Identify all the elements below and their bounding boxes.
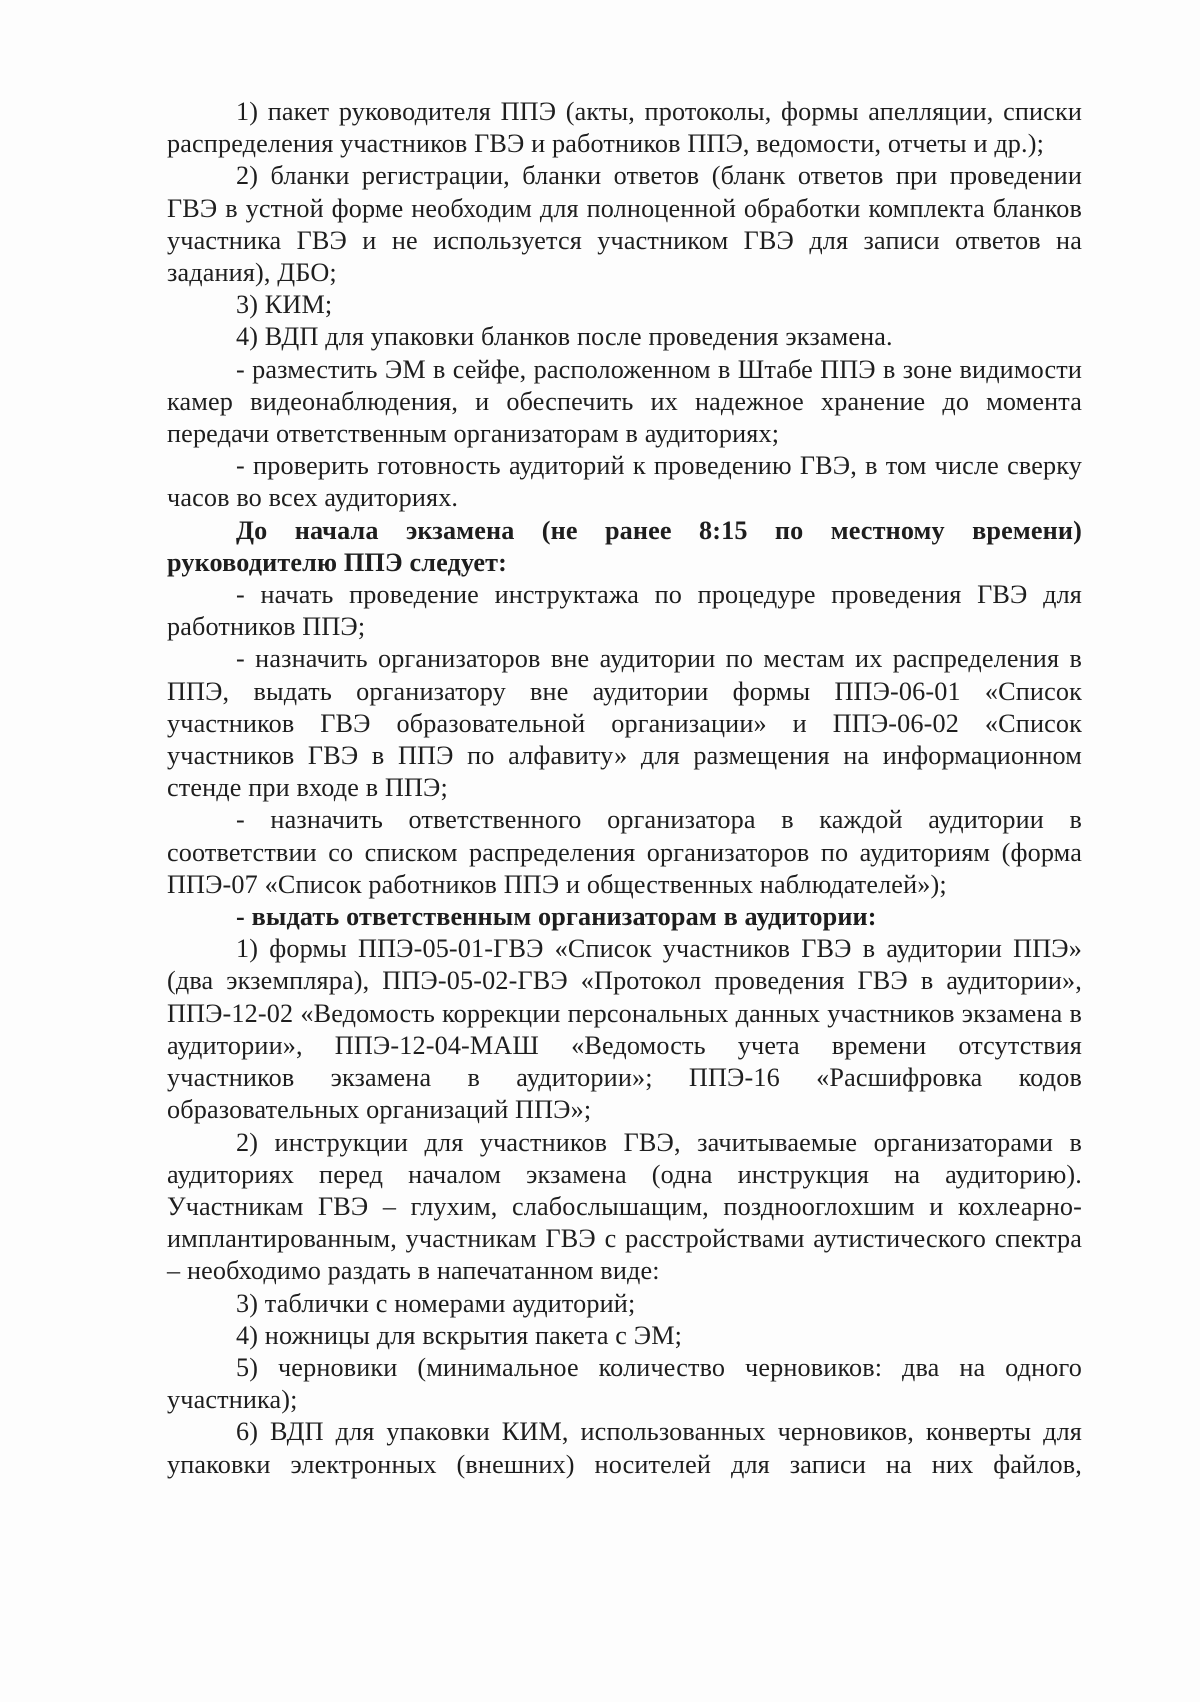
paragraph-room-plates: 3) таблички с номерами аудиторий;	[236, 1288, 636, 1318]
paragraph-forms-list: 1) формы ППЭ-05-01-ГВЭ «Список участников ГВЭ в аудитории ППЭ» (два экземпляра), ППЭ-05-02-ГВЭ «Протокол проведения ГВЭ в аудитории», ППЭ-12-02 «Ведомость коррекции персональных данных участников экзамена в аудитории», ППЭ-12-04-МАШ «Ведомость учета времени отсутствия участников экзамена в аудитории»; ППЭ-16 «Расшифровка кодов образовательных организаций ППЭ»;	[167, 934, 1082, 1125]
paragraph-drafts: 5) черновики (минимальное количество черновиков: два на одного участника);	[167, 1352, 1082, 1415]
paragraph-check-auditoriums: - проверить готовность аудиторий к проведению ГВЭ, в том числе сверку часов во всех аудиториях.	[167, 451, 1082, 513]
paragraph-item-1: 1) пакет руководителя ППЭ (акты, протоколы, формы апелляции, списки распределения участников ГВЭ и работников ППЭ, ведомости, отчеты и др.);	[167, 97, 1082, 159]
section-heading-before-exam: До начала экзамена (не ранее 8:15 по местному времени) руководителю ППЭ следует:	[167, 515, 1082, 577]
paragraph-start-briefing: - начать проведение инструктажа по процедуре проведения ГВЭ для работников ППЭ;	[167, 580, 1082, 642]
paragraph-vdp-packaging: 6) ВДП для упаковки КИМ, использованных черновиков, конверты для упаковки электронных (внешних) носителей для записи на них файлов,	[167, 1417, 1082, 1479]
paragraph-assign-outside-organizers: - назначить организаторов вне аудитории по местам их распределения в ППЭ, выдать организатору вне аудитории формы ППЭ-06-01 «Список участников ГВЭ образовательной организации» и ППЭ-06-02 «Список участников ГВЭ в ППЭ по алфавиту» для размещения на информационном стенде при входе в ППЭ;	[167, 644, 1082, 803]
paragraph-item-2: 2) бланки регистрации, бланки ответов (бланк ответов при проведении ГВЭ в устной форме необходим для полноценной обработки комплекта бланков участника ГВЭ и не используется участником ГВЭ для записи ответов на задания), ДБО;	[167, 161, 1082, 288]
paragraph-instructions: 2) инструкции для участников ГВЭ, зачитываемые организаторами в аудиториях перед началом экзамена (одна инструкция на аудиторию). Участникам ГВЭ – глухим, слабослышащим, позднооглохшим и кохлеарно-имплантированным, участникам ГВЭ с расстройствами аутистического спектра – необходимо раздать в напечатанном виде:	[167, 1127, 1082, 1286]
paragraph-scissors: 4) ножницы для вскрытия пакета с ЭМ;	[236, 1320, 683, 1350]
subheading-issue-to-organizers: - выдать ответственным организаторам в аудитории:	[236, 902, 877, 932]
paragraph-assign-responsible-organizer: - назначить ответственного организатора в каждой аудитории в соответствии со списком распределения организаторов по аудиториям (форма ППЭ-07 «Список работников ППЭ и общественных наблюдателей»);	[167, 805, 1082, 899]
paragraph-place-em-in-safe: - разместить ЭМ в сейфе, расположенном в Штабе ППЭ в зоне видимости камер видеонаблюдения, и обеспечить их надежное хранение до момента передачи ответственным организаторам в аудиториях;	[167, 354, 1082, 449]
paragraph-item-3: 3) КИМ;	[236, 290, 333, 320]
document-body	[167, 96, 1082, 1481]
paragraph-item-4: 4) ВДП для упаковки бланков после проведения экзамена.	[236, 322, 893, 352]
